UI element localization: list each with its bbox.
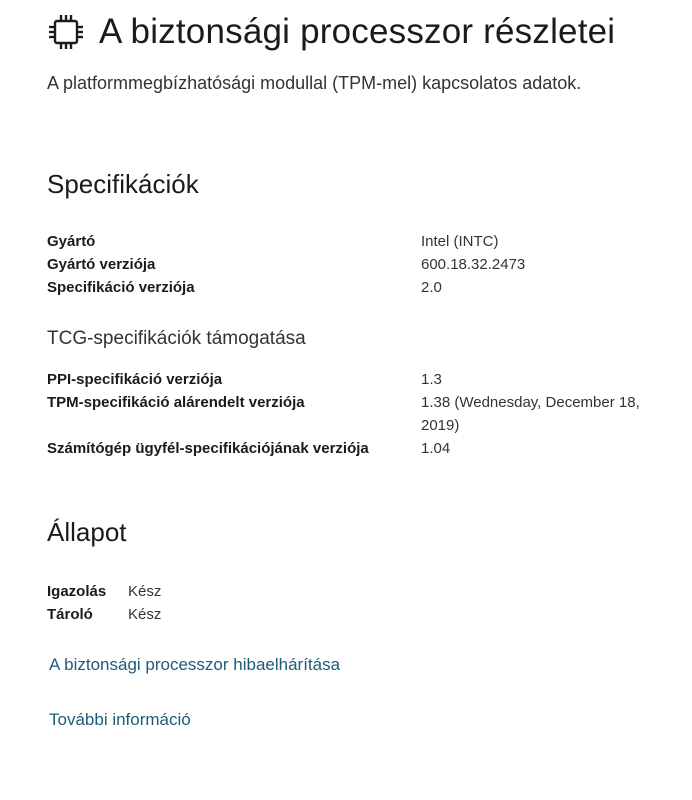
status-row-attestation: [47, 580, 161, 603]
tcg-row-ppi: [47, 368, 677, 391]
tcg-heading: TCG-specifikációk támogatása: [47, 328, 306, 349]
spec-value: 2.0: [421, 279, 442, 296]
status-table: [47, 580, 161, 626]
tcg-key: TPM-specifikáció alárendelt verziója: [47, 394, 305, 411]
status-row-storage: [47, 603, 161, 626]
status-value: Kész: [128, 606, 162, 623]
specifications-table: [47, 230, 677, 299]
spec-key: Gyártó verziója: [47, 256, 156, 273]
tcg-key: PPI-specifikáció verziója: [47, 371, 223, 388]
tcg-table: [47, 368, 677, 460]
tcg-row-pc-client: [47, 437, 677, 460]
spec-value: Intel (INTC): [421, 233, 499, 250]
troubleshoot-link[interactable]: A biztonsági processzor hibaelhárítása: [49, 655, 341, 674]
spec-key: Specifikáció verziója: [47, 279, 195, 296]
spec-row-manufacturer-version: [47, 253, 677, 276]
page-subtitle: A platformmegbízhatósági modullal (TPM-mel) kapcsolatos adatok.: [47, 73, 582, 93]
spec-row-manufacturer: [47, 230, 677, 253]
status-heading: Állapot: [47, 517, 127, 547]
tcg-row-tpm-subversion: [47, 391, 677, 437]
tcg-value: 1.38 (Wednesday, December 18, 2019): [421, 394, 640, 434]
status-key: Tároló: [47, 606, 93, 623]
spec-key: Gyártó: [47, 233, 96, 250]
specifications-heading: Specifikációk: [47, 169, 199, 199]
tcg-key: Számítógép ügyfél-specifikációjának verziója: [47, 440, 369, 457]
status-key: Igazolás: [47, 583, 107, 600]
status-value: Kész: [128, 583, 162, 600]
tcg-value: 1.04: [421, 440, 451, 457]
chip-icon: [47, 13, 85, 51]
page-title: A biztonsági processzor részletei: [99, 12, 616, 51]
tcg-value: 1.3: [421, 371, 442, 388]
page-header: [47, 8, 615, 56]
more-info-link[interactable]: További információ: [49, 710, 191, 729]
spec-row-spec-version: [47, 276, 677, 299]
spec-value: 600.18.32.2473: [421, 256, 526, 273]
